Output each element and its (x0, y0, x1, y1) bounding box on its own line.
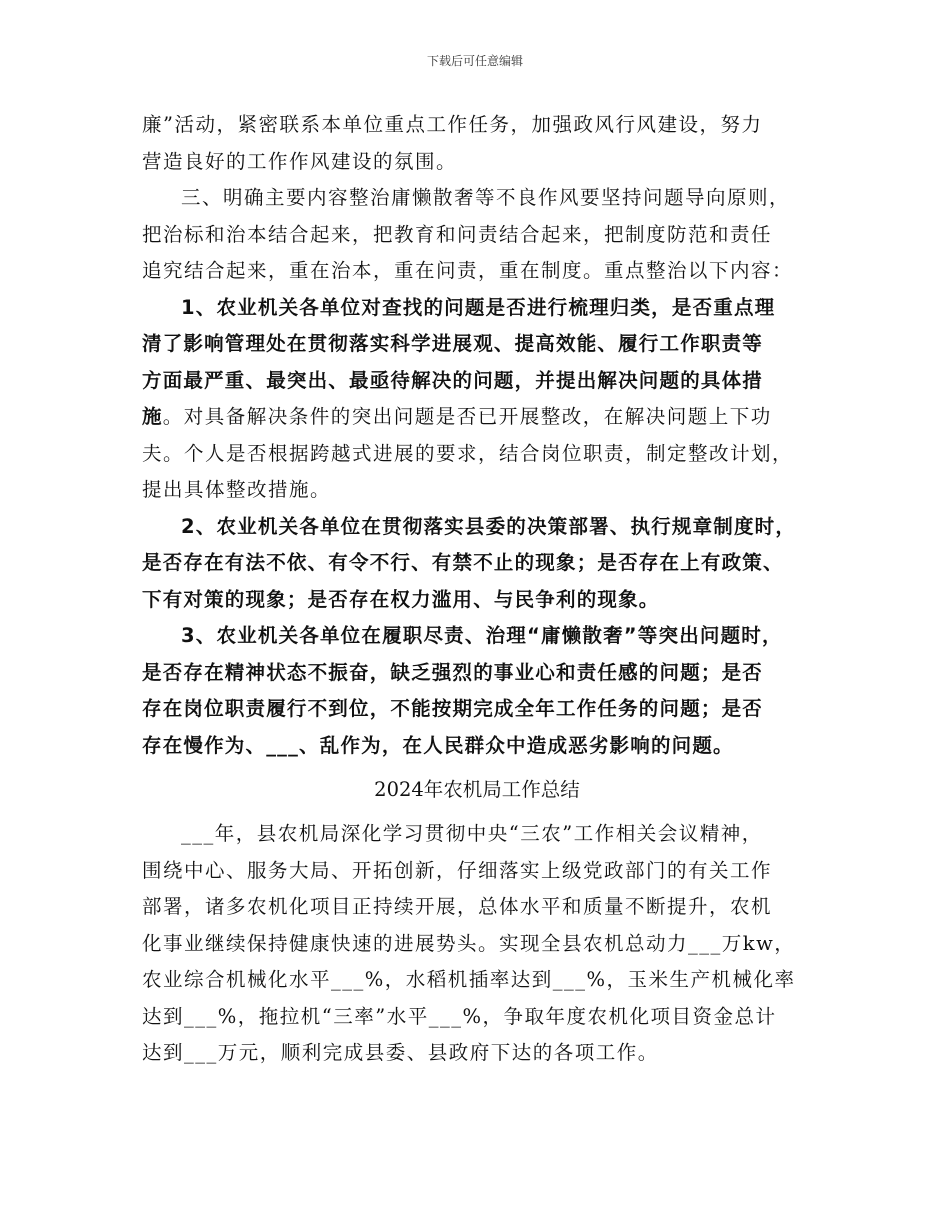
bold-text-line: 清了影响管理处在贯彻落实科学进展观、提高效能、履行工作职责等 (142, 332, 764, 355)
bold-text-line: 方面最严重、最突出、最亟待解决的问题，并提出解决问题的具体措 (142, 368, 764, 392)
text-line: 化事业继续保持健康快速的进展势头。实现全县农机总动力___万kw， (142, 931, 796, 955)
text-line: 达到___万元，顺利完成县委、县政府下达的各项工作。 (142, 1041, 659, 1064)
page-header: 下载后可任意编辑 (426, 54, 523, 68)
bold-text-line: 是否存在精神状态不振奋，缺乏强烈的事业心和责任感的问题；是否 (142, 660, 764, 684)
bold-text-line: 下有对策的现象；是否存在权力滥用、与民争利的现象。 (142, 587, 660, 611)
bold-text-line: 3、农业机关各单位在履职尽责、治理“庸懒散奢”等突出问题时， (181, 624, 783, 647)
text-line: 部署，诸多农机化项目正持续开展，总体水平和质量不断提升，农机 (142, 895, 773, 918)
text-line: 追究结合起来，重在治本，重在问责，重在制度。重点整治以下内容： (142, 259, 794, 282)
text-line: 农业综合机械化水平___%，水稻机插率达到___%，玉米生产机械化率 (142, 968, 796, 991)
document-body (142, 107, 812, 1072)
bold-text-line: 存在岗位职责履行不到位，不能按期完成全年工作任务的问题；是否 (142, 697, 764, 720)
bold-text-line: 存在慢作为、___、乱作为，在人民群众中造成恶劣影响的问题。 (142, 733, 734, 757)
paragraph-3 (142, 290, 812, 509)
text-line: ___年，县农机局深化学习贯彻中央“三农”工作相关会议精神， (181, 822, 763, 845)
bold-text-line: 1、农业机关各单位对查找的问题是否进行梳理归类，是否重点理 (181, 295, 776, 319)
text-line: 围绕中心、服务大局、开拓创新，仔细落实上级党政部门的有关工作 (142, 858, 773, 882)
paragraph-2 (142, 180, 812, 290)
bold-text-line: 2、农业机关各单位在贯彻落实县委的决策部署、执行规章制度时， (181, 514, 797, 538)
text-line: 夫。个人是否根据跨越式进展的要求，结合岗位职责，制定整改计划， (142, 441, 794, 465)
text-line: 达到___%，拖拉机“三率”水平___%，争取年度农机化项目资金总计 (142, 1004, 777, 1028)
text-line: 把治标和治本结合起来，把教育和问责结合起来，把制度防范和责任 (142, 222, 773, 246)
bold-text-fragment: 施 (142, 405, 163, 428)
paragraph-1 (142, 107, 812, 180)
bold-text-line: 是否存在有法不依、有令不行、有禁不止的现象；是否存在上有政策、 (142, 551, 784, 574)
section-title: 2024年农机局工作总结 (374, 778, 580, 801)
paragraph-4 (142, 509, 812, 619)
text-line: 廉”活动，紧密联系本单位重点工作任务，加强政风行风建设，努力 (142, 113, 763, 136)
text-line: 提出具体整改措施。 (142, 478, 332, 501)
text-line: 营造良好的工作作风建设的氛围。 (142, 149, 458, 173)
paragraph-5 (142, 618, 812, 764)
paragraph-summary (142, 816, 812, 1072)
text-line: 三、明确主要内容整治庸懒散奢等不良作风要坚持问题导向原则， (181, 186, 791, 209)
text-fragment: 。对具备解决条件的突出问题是否已开展整改，在解决问题上下功 (162, 405, 772, 428)
